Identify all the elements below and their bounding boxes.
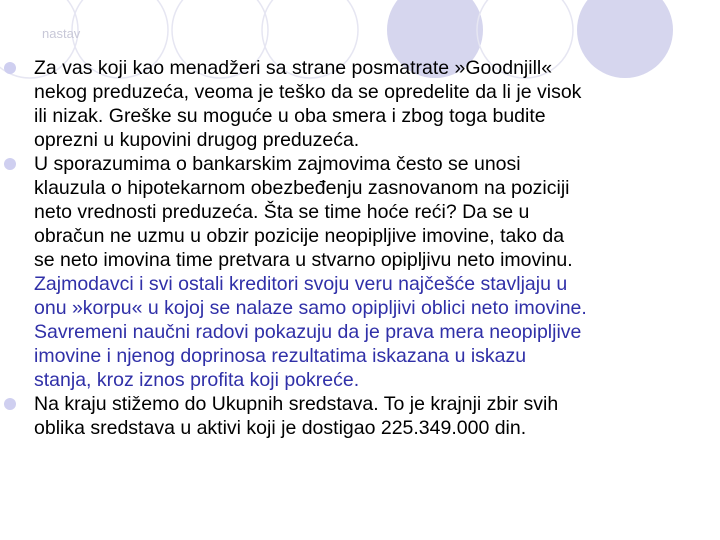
- bullet-item-3: [4, 392, 720, 440]
- bullet-item-1: [4, 56, 720, 152]
- text-line: Za vas koji kao menadžeri sa strane posmatrate »Goodnjill«: [34, 57, 553, 79]
- text-line: obračun ne uzmu u obzir pozicije neopipljive imovine, tako da: [34, 225, 565, 247]
- slide-header: nastav: [42, 26, 81, 41]
- bullet-list: [4, 56, 720, 440]
- text-line: nekog preduzeća, veoma je teško da se opredelite da li je visok: [34, 81, 582, 103]
- bullet-dot-icon: [4, 158, 16, 170]
- text-line: Na kraju stižemo do Ukupnih sredstava. To je krajnji zbir svih: [34, 393, 559, 415]
- bullet-dot-icon: [4, 398, 16, 410]
- text-line-highlight: imovine i njenog doprinosa rezultatima iskazana u iskazu: [34, 345, 527, 367]
- bullet-dot-icon: [4, 62, 16, 74]
- text-line: klauzula o hipotekarnom obezbeđenju zasnovanom na poziciji: [34, 177, 570, 199]
- text-line-highlight: stanja, kroz iznos profita koji pokreće.: [34, 369, 360, 391]
- text-line: oblika sredstava u aktivi koji je dostigao 225.349.000 din.: [34, 417, 527, 439]
- text-line: neto vrednosti preduzeća. Šta se time hoće reći? Da se u: [34, 201, 530, 223]
- bullet-item-2: [4, 152, 720, 392]
- text-line: U sporazumima o bankarskim zajmovima često se unosi: [34, 153, 521, 175]
- text-line-highlight: Zajmodavci i svi ostali kreditori svoju veru najčešće stavljaju u: [34, 273, 568, 295]
- text-line-highlight: onu »korpu« u kojoj se nalaze samo opipljivi oblici neto imovine.: [34, 297, 587, 319]
- text-line: se neto imovina time pretvara u stvarno opipljivu neto imovinu.: [34, 249, 573, 271]
- text-line: ili nizak. Greške su moguće u oba smera i zbog toga budite: [34, 105, 546, 127]
- text-line: oprezni u kupovini drugog preduzeća.: [34, 129, 360, 151]
- text-line-highlight: Savremeni naučni radovi pokazuju da je prava mera neopipljive: [34, 321, 582, 343]
